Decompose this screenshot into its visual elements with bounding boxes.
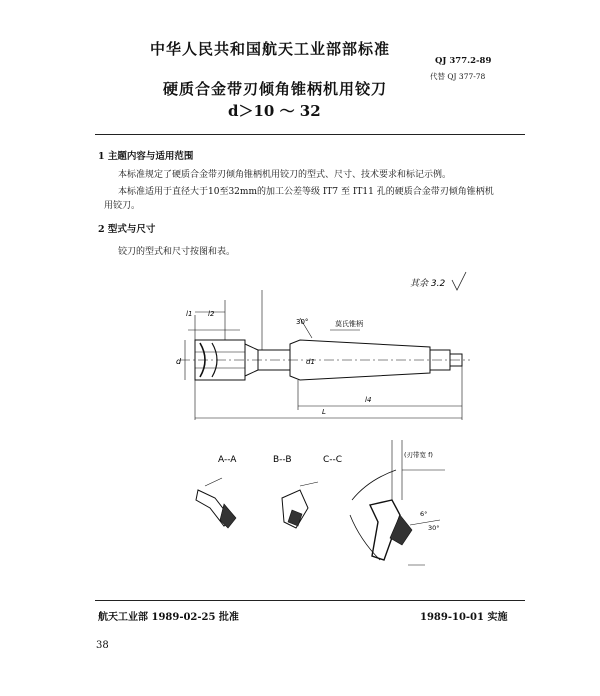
section-2-paragraph-1: 铰刀的型式和尺寸按图和表。 [118, 247, 236, 257]
reamer-main-view [180, 340, 470, 380]
section-cc-label: C--C [323, 455, 343, 465]
dim-l4: l4 [365, 396, 372, 404]
document-title: 硬质合金带刃倾角锥柄机用铰刀 [163, 80, 388, 98]
angle-30b: 30° [428, 524, 440, 532]
footer-rule [95, 600, 525, 601]
dim-l1: l1 [186, 310, 193, 318]
section-bb-label: B--B [273, 455, 292, 465]
implementation-date: 1989-10-01 实施 [420, 612, 508, 623]
section-2-heading: 2 型式与尺寸 [98, 224, 156, 235]
dim-L: L [322, 408, 326, 416]
issuing-organization: 中华人民共和国航天工业部部标准 [150, 40, 391, 58]
dim-d1: d1 [306, 358, 315, 366]
angle-6: 6° [420, 510, 428, 518]
surface-roughness-note: 其余 3.2 [410, 279, 446, 289]
section-1-paragraph-2: 本标准适用于直径大于10至32mm的加工公差等级 IT7 至 IT11 孔的硬质合金带刃倾角锥柄机 [118, 187, 494, 197]
section-bb-view [282, 482, 318, 528]
section-aa-label: A--A [218, 455, 237, 465]
dim-l2: l2 [208, 310, 215, 318]
angle-30: 30° [296, 318, 309, 326]
blade-width-note: (刃带宽 f) [404, 451, 433, 459]
document-subtitle: d＞10 ～ 32 [228, 102, 321, 120]
roughness-symbol [452, 272, 466, 290]
approval-date: 航天工业部 1989-02-25 批准 [98, 612, 239, 623]
section-1-paragraph-1: 本标准规定了硬质合金带刃倾角锥柄机用铰刀的型式、尺寸、技术要求和标记示例。 [118, 170, 452, 180]
section-1-paragraph-3: 用铰刀。 [104, 201, 141, 211]
dim-d: d [176, 357, 182, 366]
taper-shank-label: 莫氏锥柄 [335, 320, 363, 328]
section-1-heading: 1 主题内容与适用范围 [98, 151, 194, 162]
dimension-lines [185, 290, 462, 420]
section-aa-view [196, 478, 236, 528]
page-number: 38 [96, 640, 109, 651]
standard-number: QJ 377.2-89 [435, 56, 492, 66]
replaced-standard: 代替 QJ 377-78 [430, 72, 486, 81]
